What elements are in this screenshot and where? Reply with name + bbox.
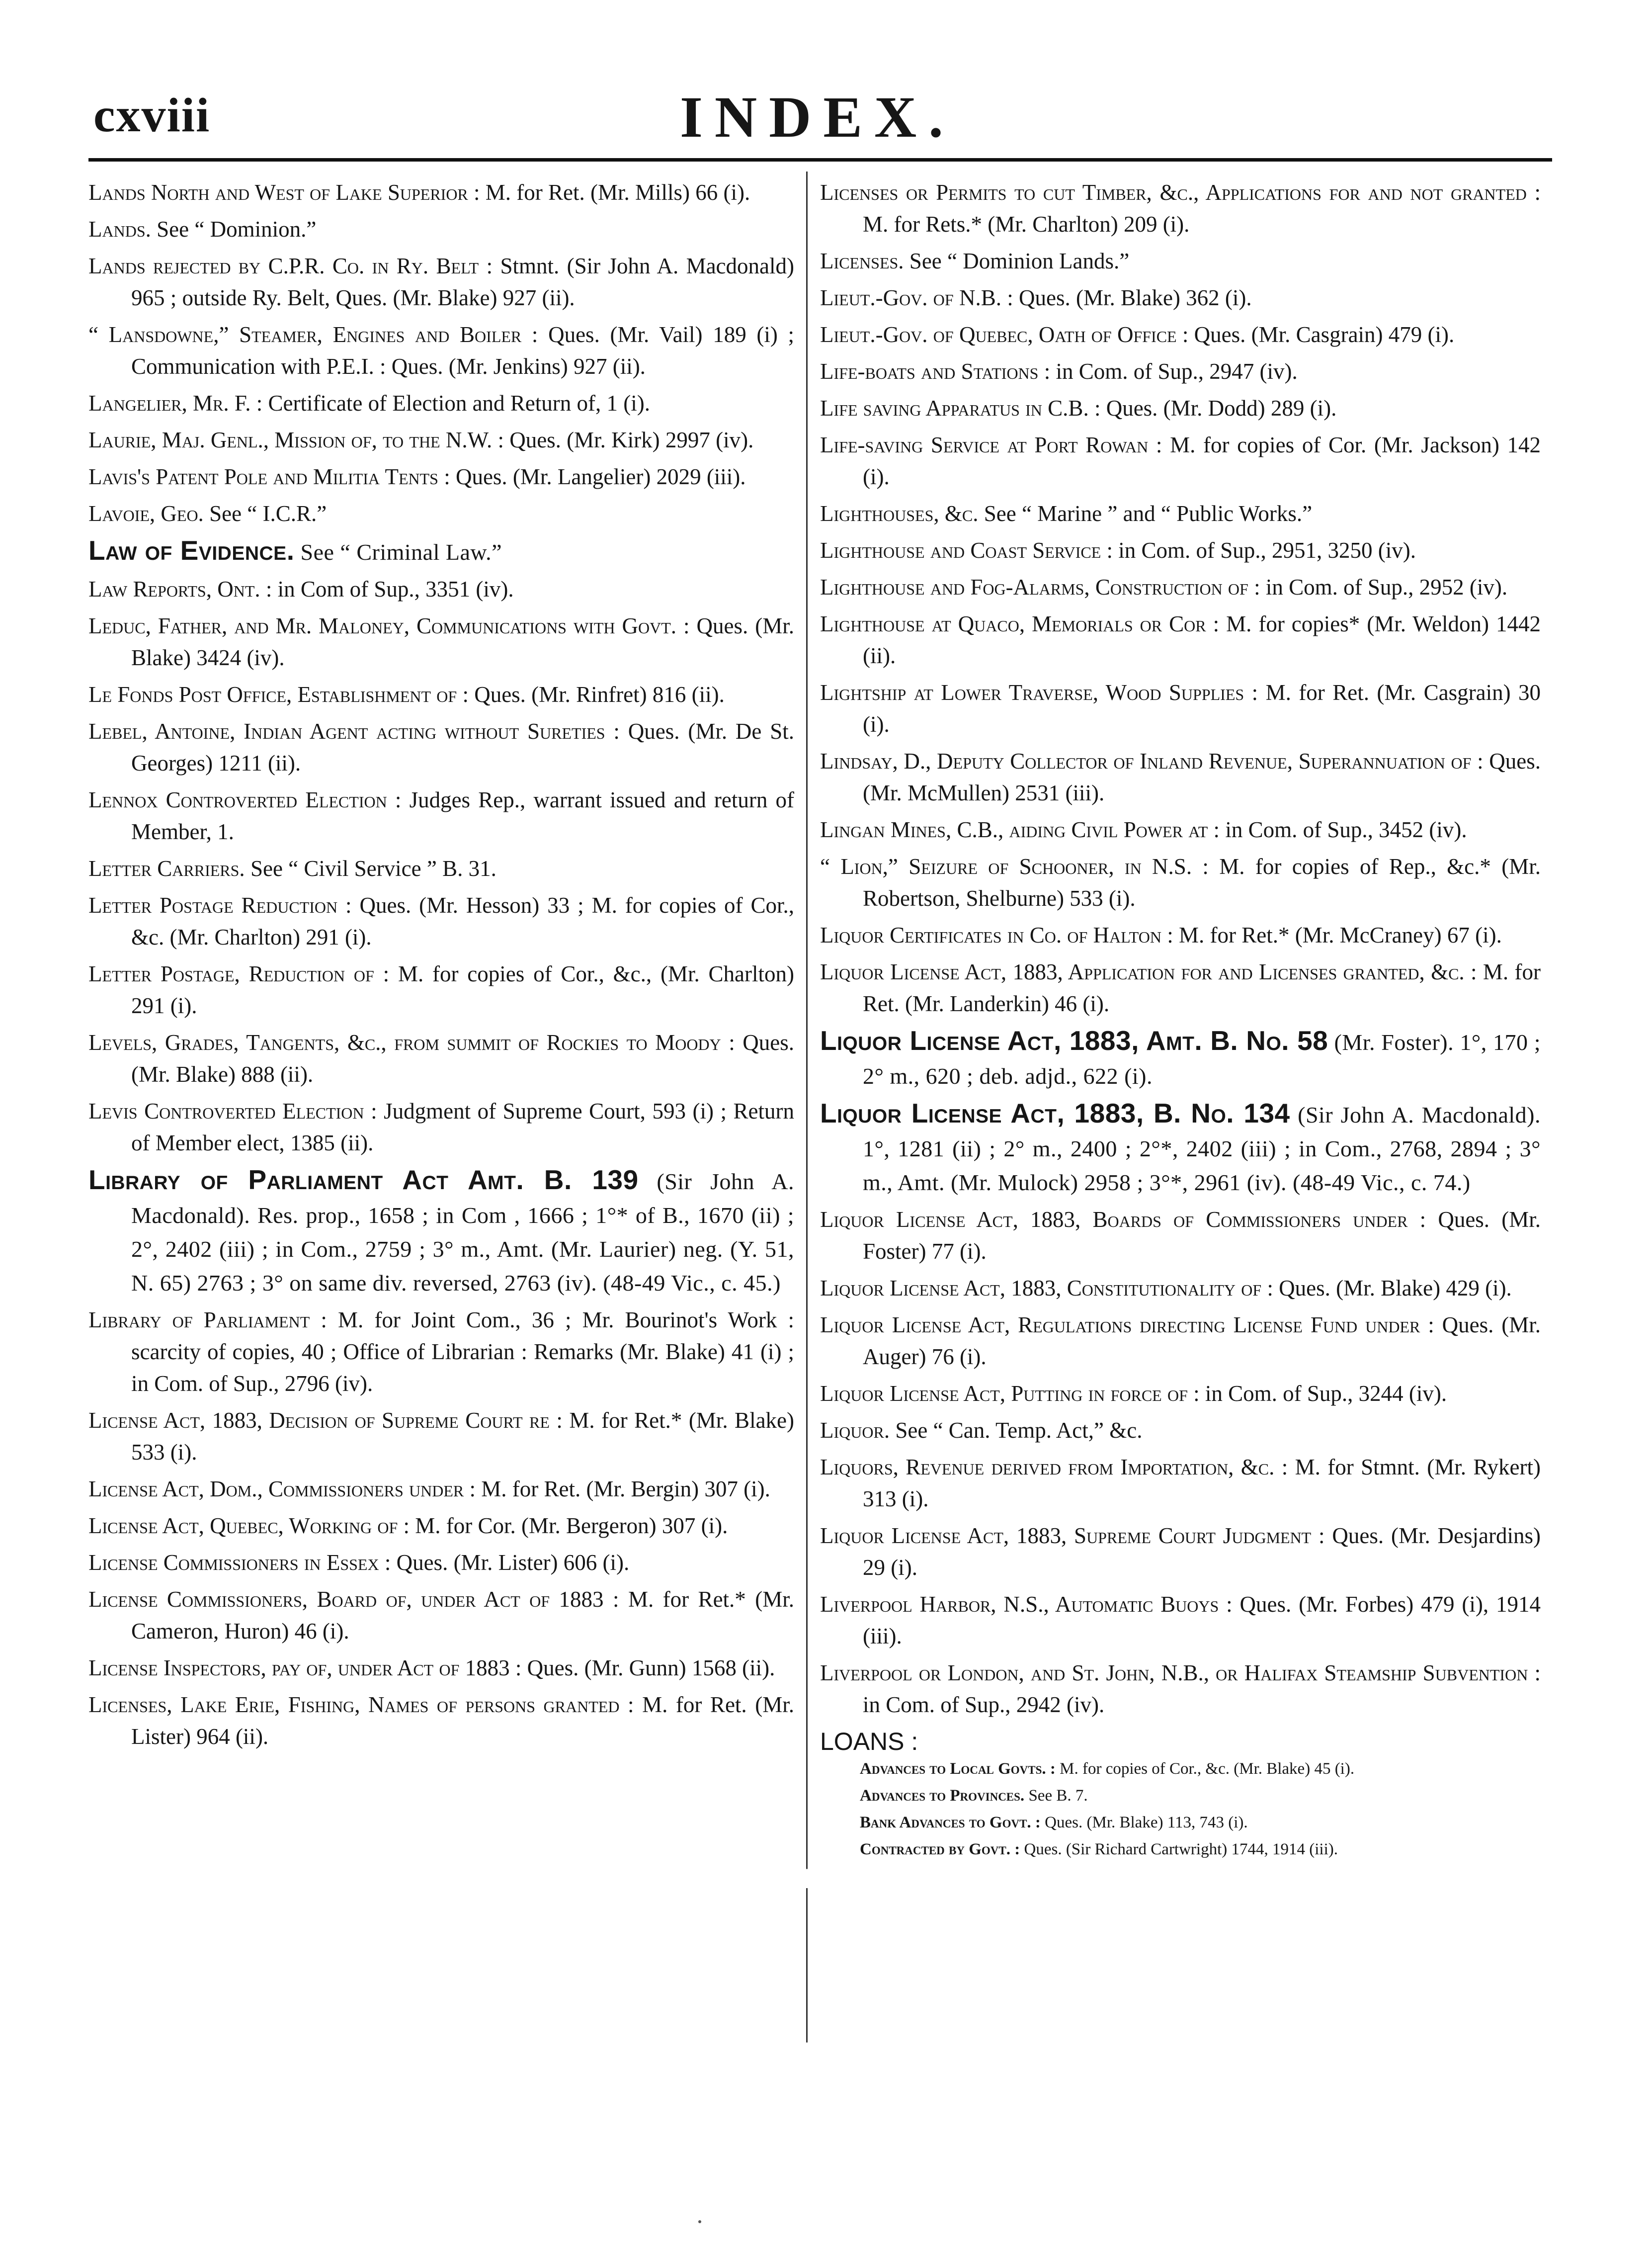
entry-references: Ques. (Mr. Langelier) 2029 (iii).: [450, 464, 746, 489]
index-entry: [88, 610, 794, 674]
entry-references: M. for Ret. (Mr. Casgrain) 30 (i).: [863, 680, 1541, 737]
entry-heading: Liquor License Act, 1883, Constitutionality of :: [820, 1276, 1273, 1301]
entry-heading: License Act, 1883, Decision of Supreme Court re :: [88, 1408, 563, 1433]
index-entry: [820, 677, 1541, 740]
entry-heading: Liquor License Act, 1883, Supreme Court Judgment :: [820, 1523, 1325, 1548]
entry-heading: Letter Carriers.: [88, 856, 245, 881]
index-entry: [820, 1657, 1541, 1721]
entry-heading: Licenses, Lake Erie, Fishing, Names of persons granted :: [88, 1692, 634, 1717]
index-entry: [88, 319, 794, 382]
index-entry: [820, 745, 1541, 809]
entry-references: M. for Ret. (Mr. Landerkin) 46 (i).: [863, 959, 1541, 1016]
print-speck: [698, 2220, 701, 2223]
loans-heading: LOANS :: [820, 1728, 918, 1755]
index-entry: [820, 429, 1541, 493]
entry-heading: Contracted by Govt. :: [860, 1840, 1020, 1858]
index-entry: [88, 461, 794, 493]
entry-heading: “ Lion,” Seizure of Schooner, in N.S. :: [820, 854, 1209, 879]
entry-heading: Law of Evidence.: [88, 535, 295, 566]
index-entry: [820, 571, 1541, 603]
right-column: [820, 176, 1541, 1865]
index-entry: [88, 1304, 794, 1399]
index-entry: [88, 213, 794, 245]
index-entry: [88, 784, 794, 848]
entry-references: in Com. of Sup., 2942 (iv).: [863, 1692, 1105, 1717]
entry-heading: Lennox Controverted Election :: [88, 787, 402, 812]
index-entry: [820, 851, 1541, 914]
entry-heading: Letter Postage, Reduction of :: [88, 961, 390, 986]
entry-references: (Mr. Foster). 1°, 170 ; 2° m., 620 ; deb. adjd., 622 (i).: [863, 1030, 1541, 1089]
entry-heading: Levis Controverted Election :: [88, 1099, 377, 1124]
entry-heading: “ Lansdowne,” Steamer, Engines and Boiler :: [88, 322, 538, 347]
index-entry: [820, 1309, 1541, 1373]
entry-references: M. for Ret. (Mr. Lister) 964 (ii).: [131, 1692, 794, 1749]
index-entry: [820, 1414, 1541, 1446]
index-entry: [88, 1510, 794, 1542]
entry-heading: Advances to Provinces.: [860, 1787, 1025, 1805]
index-entry: [88, 498, 794, 529]
entry-references: Ques. (Mr. Casgrain) 479 (i).: [1188, 322, 1455, 347]
index-entry: [88, 534, 794, 568]
page-number: cxviii: [93, 88, 211, 142]
loans-list: [820, 1757, 1541, 1861]
entry-heading: Lavis's Patent Pole and Militia Tents :: [88, 464, 450, 489]
entry-references: in Com. of Sup., 2947 (iv).: [1050, 359, 1298, 384]
index-entry: [88, 176, 794, 208]
entry-references: (Sir John A. Macdonald). 1°, 1281 (ii) ; 2° m., 2400 ; 2°*, 2402 (iii) ; in Com., 2768, 2894 ; 3° m., Amt. (Mr. Mulock) 2958 ; 3°*, 2961 (iv). (48-49 Vic., c. 74.): [863, 1102, 1541, 1195]
entry-references: Ques. (Mr. De St. Georges) 1211 (ii).: [131, 719, 794, 776]
entry-references: Ques. (Mr. Hesson) 33 ; M. for copies of Cor., &c. (Mr. Charlton) 291 (i).: [131, 893, 794, 950]
entry-references: M. for Ret.* (Mr. Cameron, Huron) 46 (i).: [131, 1587, 794, 1644]
entry-references: M. for copies* (Mr. Weldon) 1442 (ii).: [863, 611, 1541, 668]
entry-references: Ques. (Mr. Kirk) 2997 (iv).: [503, 428, 754, 452]
entry-references: M. for Cor. (Mr. Bergeron) 307 (i).: [410, 1513, 728, 1538]
index-entry: [88, 387, 794, 419]
column-divider: [806, 172, 808, 2100]
index-entry: [88, 1473, 794, 1505]
header-rule: [88, 158, 1552, 162]
entry-references: M. for copies of Rep., &c.* (Mr. Robertson, Shelburne) 533 (i).: [863, 854, 1541, 911]
index-entry: [88, 1027, 794, 1090]
index-entry: [820, 1811, 1541, 1834]
entry-references: See “ Dominion Lands.”: [904, 249, 1130, 273]
entry-references: M. for Joint Com., 36 ; Mr. Bourinot's Work : scarcity of copies, 40 ; Office of Librarian : Remarks (Mr. Blake) 41 (i) ; in Com. of Sup., 2796 (iv).: [131, 1307, 794, 1396]
entry-references: Ques. (Sir Richard Cartwright) 1744, 1914 (iii).: [1020, 1840, 1338, 1858]
index-entry: [820, 919, 1541, 951]
index-entry: [820, 608, 1541, 672]
index-entry: [88, 1404, 794, 1468]
index-entry: [820, 1520, 1541, 1583]
page-header: [88, 84, 1552, 148]
entry-heading: Liquor License Act, 1883, Amt. B. No. 58: [820, 1025, 1328, 1056]
entry-heading: Lieut.-Gov. of Quebec, Oath of Office :: [820, 322, 1189, 347]
entry-heading: Liquor.: [820, 1418, 890, 1443]
entry-references: in Com. of Sup., 2951, 3250 (iv).: [1113, 538, 1416, 563]
entry-heading: License Act, Quebec, Working of :: [88, 1513, 410, 1538]
entry-references: (Sir John A. Macdonald). Res. prop., 1658 ; in Com , 1666 ; 1°* of B., 1670 (ii) ; 2°, 2402 (iii) ; in Com., 2759 ; 3° m., Amt. (Mr. Laurier) neg. (Y. 51, N. 65) 2763 ; 3° on same div. reversed, 2763 (iv). (48-49 Vic., c. 45.): [131, 1169, 794, 1296]
entry-references: M. for Ret. (Mr. Bergin) 307 (i).: [476, 1476, 770, 1501]
entry-references: Ques. (Mr. Vail) 189 (i) ; Communication with P.E.I. : Ques. (Mr. Jenkins) 927 (ii).: [131, 322, 794, 379]
entry-references: See “ Marine ” and “ Public Works.”: [978, 501, 1313, 526]
entry-heading: Advances to Local Govts. :: [860, 1760, 1056, 1778]
entry-heading: Liquor License Act, Regulations directing License Fund under :: [820, 1312, 1434, 1337]
entry-references: in Com. of Sup., 3452 (iv).: [1220, 817, 1467, 842]
index-entry: [820, 498, 1541, 529]
entry-references: See “ Dominion.”: [151, 217, 317, 242]
index-entry: [820, 176, 1541, 240]
entry-references: Ques. (Mr. Blake) 362 (i).: [1013, 285, 1252, 310]
entry-references: See “ Can. Temp. Act,” &c.: [890, 1418, 1143, 1443]
entry-heading: Library of Parliament :: [88, 1307, 327, 1332]
entry-references: Judges Rep., warrant issued and return of Member, 1.: [131, 787, 794, 844]
entry-heading: Liquor License Act, 1883, Application for and Licenses granted, &c. :: [820, 959, 1477, 984]
entry-heading: Lighthouses, &c.: [820, 501, 979, 526]
index-entry: [820, 1838, 1541, 1861]
left-column: [88, 176, 794, 1757]
entry-references: Certificate of Election and Return of, 1 (i).: [262, 391, 650, 416]
entry-references: Ques. (Mr. Rinfret) 816 (ii).: [468, 682, 725, 707]
index-entry: [88, 958, 794, 1022]
index-entry: [88, 250, 794, 314]
entry-references: Ques. (Mr. Auger) 76 (i).: [863, 1312, 1541, 1369]
entry-heading: Liverpool Harbor, N.S., Automatic Buoys :: [820, 1592, 1233, 1617]
entry-references: M. for Ret.* (Mr. Blake) 533 (i).: [131, 1408, 795, 1465]
entry-references: M. for copies of Cor. (Mr. Jackson) 142 (i).: [863, 433, 1541, 489]
entry-references: M. for Ret.* (Mr. McCraney) 67 (i).: [1173, 923, 1502, 948]
entry-heading: Lebel, Antoine, Indian Agent acting without Sureties :: [88, 719, 620, 744]
index-entry: [88, 1164, 794, 1299]
entry-heading: Liverpool or London, and St. John, N.B., or Halifax Steamship Subvention :: [820, 1660, 1541, 1685]
entry-heading: Le Fonds Post Office, Establishment of :: [88, 682, 469, 707]
entry-references: Ques. (Mr. Desjardins) 29 (i).: [863, 1523, 1541, 1580]
entry-heading: Liquor Certificates in Co. of Halton :: [820, 923, 1173, 948]
entry-heading: Bank Advances to Govt. :: [860, 1814, 1041, 1831]
index-entry: [820, 1097, 1541, 1199]
entry-heading: Law Reports, Ont. :: [88, 577, 272, 602]
index-entry: [88, 1652, 794, 1684]
index-entry: [820, 319, 1541, 350]
index-entry: [820, 245, 1541, 277]
entry-heading: Leduc, Father, and Mr. Maloney, Communications with Govt. :: [88, 613, 690, 638]
entry-references: See “ Criminal Law.”: [294, 539, 502, 565]
entry-references: Ques. (Mr. McMullen) 2531 (iii).: [863, 749, 1541, 805]
entry-heading: License Act, Dom., Commissioners under :: [88, 1476, 476, 1501]
index-entry: [820, 534, 1541, 566]
entry-references: M. for copies of Cor., &c. (Mr. Blake) 45 (i).: [1055, 1760, 1355, 1778]
index-entry: [820, 1757, 1541, 1780]
index-entry: [820, 1588, 1541, 1652]
index-entry: [88, 1095, 794, 1159]
entry-heading: Licenses or Permits to cut Timber, &c., Applications for and not granted :: [820, 180, 1541, 205]
index-entry: [820, 392, 1541, 424]
entry-references: See B. 7.: [1024, 1787, 1088, 1805]
entry-heading: Lingan Mines, C.B., aiding Civil Power at :: [820, 817, 1220, 842]
entry-heading: Life-saving Service at Port Rowan :: [820, 433, 1162, 457]
entry-heading: Letter Postage Reduction :: [88, 893, 352, 918]
entry-heading: Library of Parliament Act Amt. B. 139: [88, 1164, 639, 1195]
index-entry: [88, 889, 794, 953]
index-entry: [88, 853, 794, 884]
index-entry: [88, 679, 794, 710]
entry-heading: License Inspectors, pay of, under Act of 1883 :: [88, 1655, 522, 1680]
entry-references: See “ I.C.R.”: [203, 501, 327, 526]
entry-references: in Com. of Sup., 3244 (iv).: [1199, 1381, 1447, 1406]
entry-heading: Lands North and West of Lake Superior :: [88, 180, 480, 205]
entry-heading: Life-boats and Stations :: [820, 359, 1051, 384]
index-entry: [820, 1272, 1541, 1304]
entry-heading: Liquors, Revenue derived from Importation, &c. :: [820, 1455, 1288, 1479]
entry-heading: Lightship at Lower Traverse, Wood Supplies :: [820, 680, 1258, 705]
entry-heading: Lavoie, Geo.: [88, 501, 204, 526]
entry-references: Ques. (Mr. Gunn) 1568 (ii).: [521, 1655, 775, 1680]
index-entry: [88, 1689, 794, 1752]
entry-references: in Com of Sup., 3351 (iv).: [272, 577, 514, 602]
entry-references: Ques. (Mr. Forbes) 479 (i), 1914 (iii).: [863, 1592, 1541, 1649]
entry-references: Ques. (Mr. Blake) 429 (i).: [1273, 1276, 1512, 1301]
entry-heading: Lindsay, D., Deputy Collector of Inland Revenue, Superannuation of :: [820, 749, 1484, 774]
entry-heading: Liquor License Act, 1883, B. No. 134: [820, 1098, 1290, 1128]
entry-references: Ques. (Mr. Foster) 77 (i).: [863, 1207, 1541, 1264]
entry-heading: Langelier, Mr. F. :: [88, 391, 263, 416]
index-entry: [88, 424, 794, 456]
entry-heading: Liquor License Act, Putting in force of :: [820, 1381, 1200, 1406]
entry-heading: Lands rejected by C.P.R. Co. in Ry. Belt :: [88, 254, 493, 278]
entry-references: Ques. (Mr. Dodd) 289 (i).: [1100, 396, 1337, 421]
entry-heading: License Commissioners, Board of, under Act of 1883 :: [88, 1587, 619, 1612]
entry-heading: Levels, Grades, Tangents, &c., from summit of Rockies to Moody :: [88, 1030, 735, 1055]
entry-heading: Lieut.-Gov. of N.B. :: [820, 285, 1013, 310]
index-entry: [820, 814, 1541, 846]
entry-heading: License Commissioners in Essex :: [88, 1550, 391, 1575]
index-entry: [820, 1204, 1541, 1267]
index-entry: [88, 1547, 794, 1578]
entry-references: M. for Ret. (Mr. Mills) 66 (i).: [480, 180, 750, 205]
index-entry: [820, 1025, 1541, 1092]
entry-references: M. for Stmnt. (Mr. Rykert) 313 (i).: [863, 1455, 1541, 1511]
entry-references: See “ Civil Service ” B. 31.: [245, 856, 496, 881]
entry-references: Judgment of Supreme Court, 593 (i) ; Return of Member elect, 1385 (ii).: [131, 1099, 795, 1155]
entry-references: Ques. (Mr. Blake) 3424 (iv).: [131, 613, 794, 670]
entry-heading: Liquor License Act, 1883, Boards of Commissioners under :: [820, 1207, 1426, 1232]
index-entry: [820, 1378, 1541, 1409]
index-entry: [820, 1451, 1541, 1515]
entry-heading: Life saving Apparatus in C.B. :: [820, 396, 1101, 421]
entry-references: M. for copies of Cor., &c., (Mr. Charlton) 291 (i).: [131, 961, 794, 1018]
entry-references: M. for Rets.* (Mr. Charlton) 209 (i).: [863, 212, 1190, 237]
entry-heading: Lands.: [88, 217, 151, 242]
entry-heading: Lighthouse and Fog-Alarms, Construction of :: [820, 575, 1260, 600]
index-entry: [820, 282, 1541, 314]
entry-references: Ques. (Mr. Lister) 606 (i).: [391, 1550, 630, 1575]
entry-references: Ques. (Mr. Blake) 113, 743 (i).: [1040, 1814, 1248, 1831]
index-entry: [88, 1583, 794, 1647]
page-title: INDEX.: [680, 85, 955, 150]
entry-heading: Lighthouse at Quaco, Memorials or Cor :: [820, 611, 1220, 636]
index-entry: [820, 956, 1541, 1020]
entry-references: Ques. (Mr. Blake) 888 (ii).: [131, 1030, 794, 1087]
entry-references: Stmnt. (Sir John A. Macdonald) 965 ; outside Ry. Belt, Ques. (Mr. Blake) 927 (ii).: [131, 254, 794, 310]
entry-heading: Licenses.: [820, 249, 904, 273]
index-entry: [820, 1784, 1541, 1807]
entry-references: in Com. of Sup., 2952 (iv).: [1260, 575, 1508, 600]
index-entry: [88, 715, 794, 779]
entry-heading: Lighthouse and Coast Service :: [820, 538, 1113, 563]
index-entry: [820, 355, 1541, 387]
index-entry: [88, 573, 794, 605]
entry-heading: Laurie, Maj. Genl., Mission of, to the N.W. :: [88, 428, 504, 452]
